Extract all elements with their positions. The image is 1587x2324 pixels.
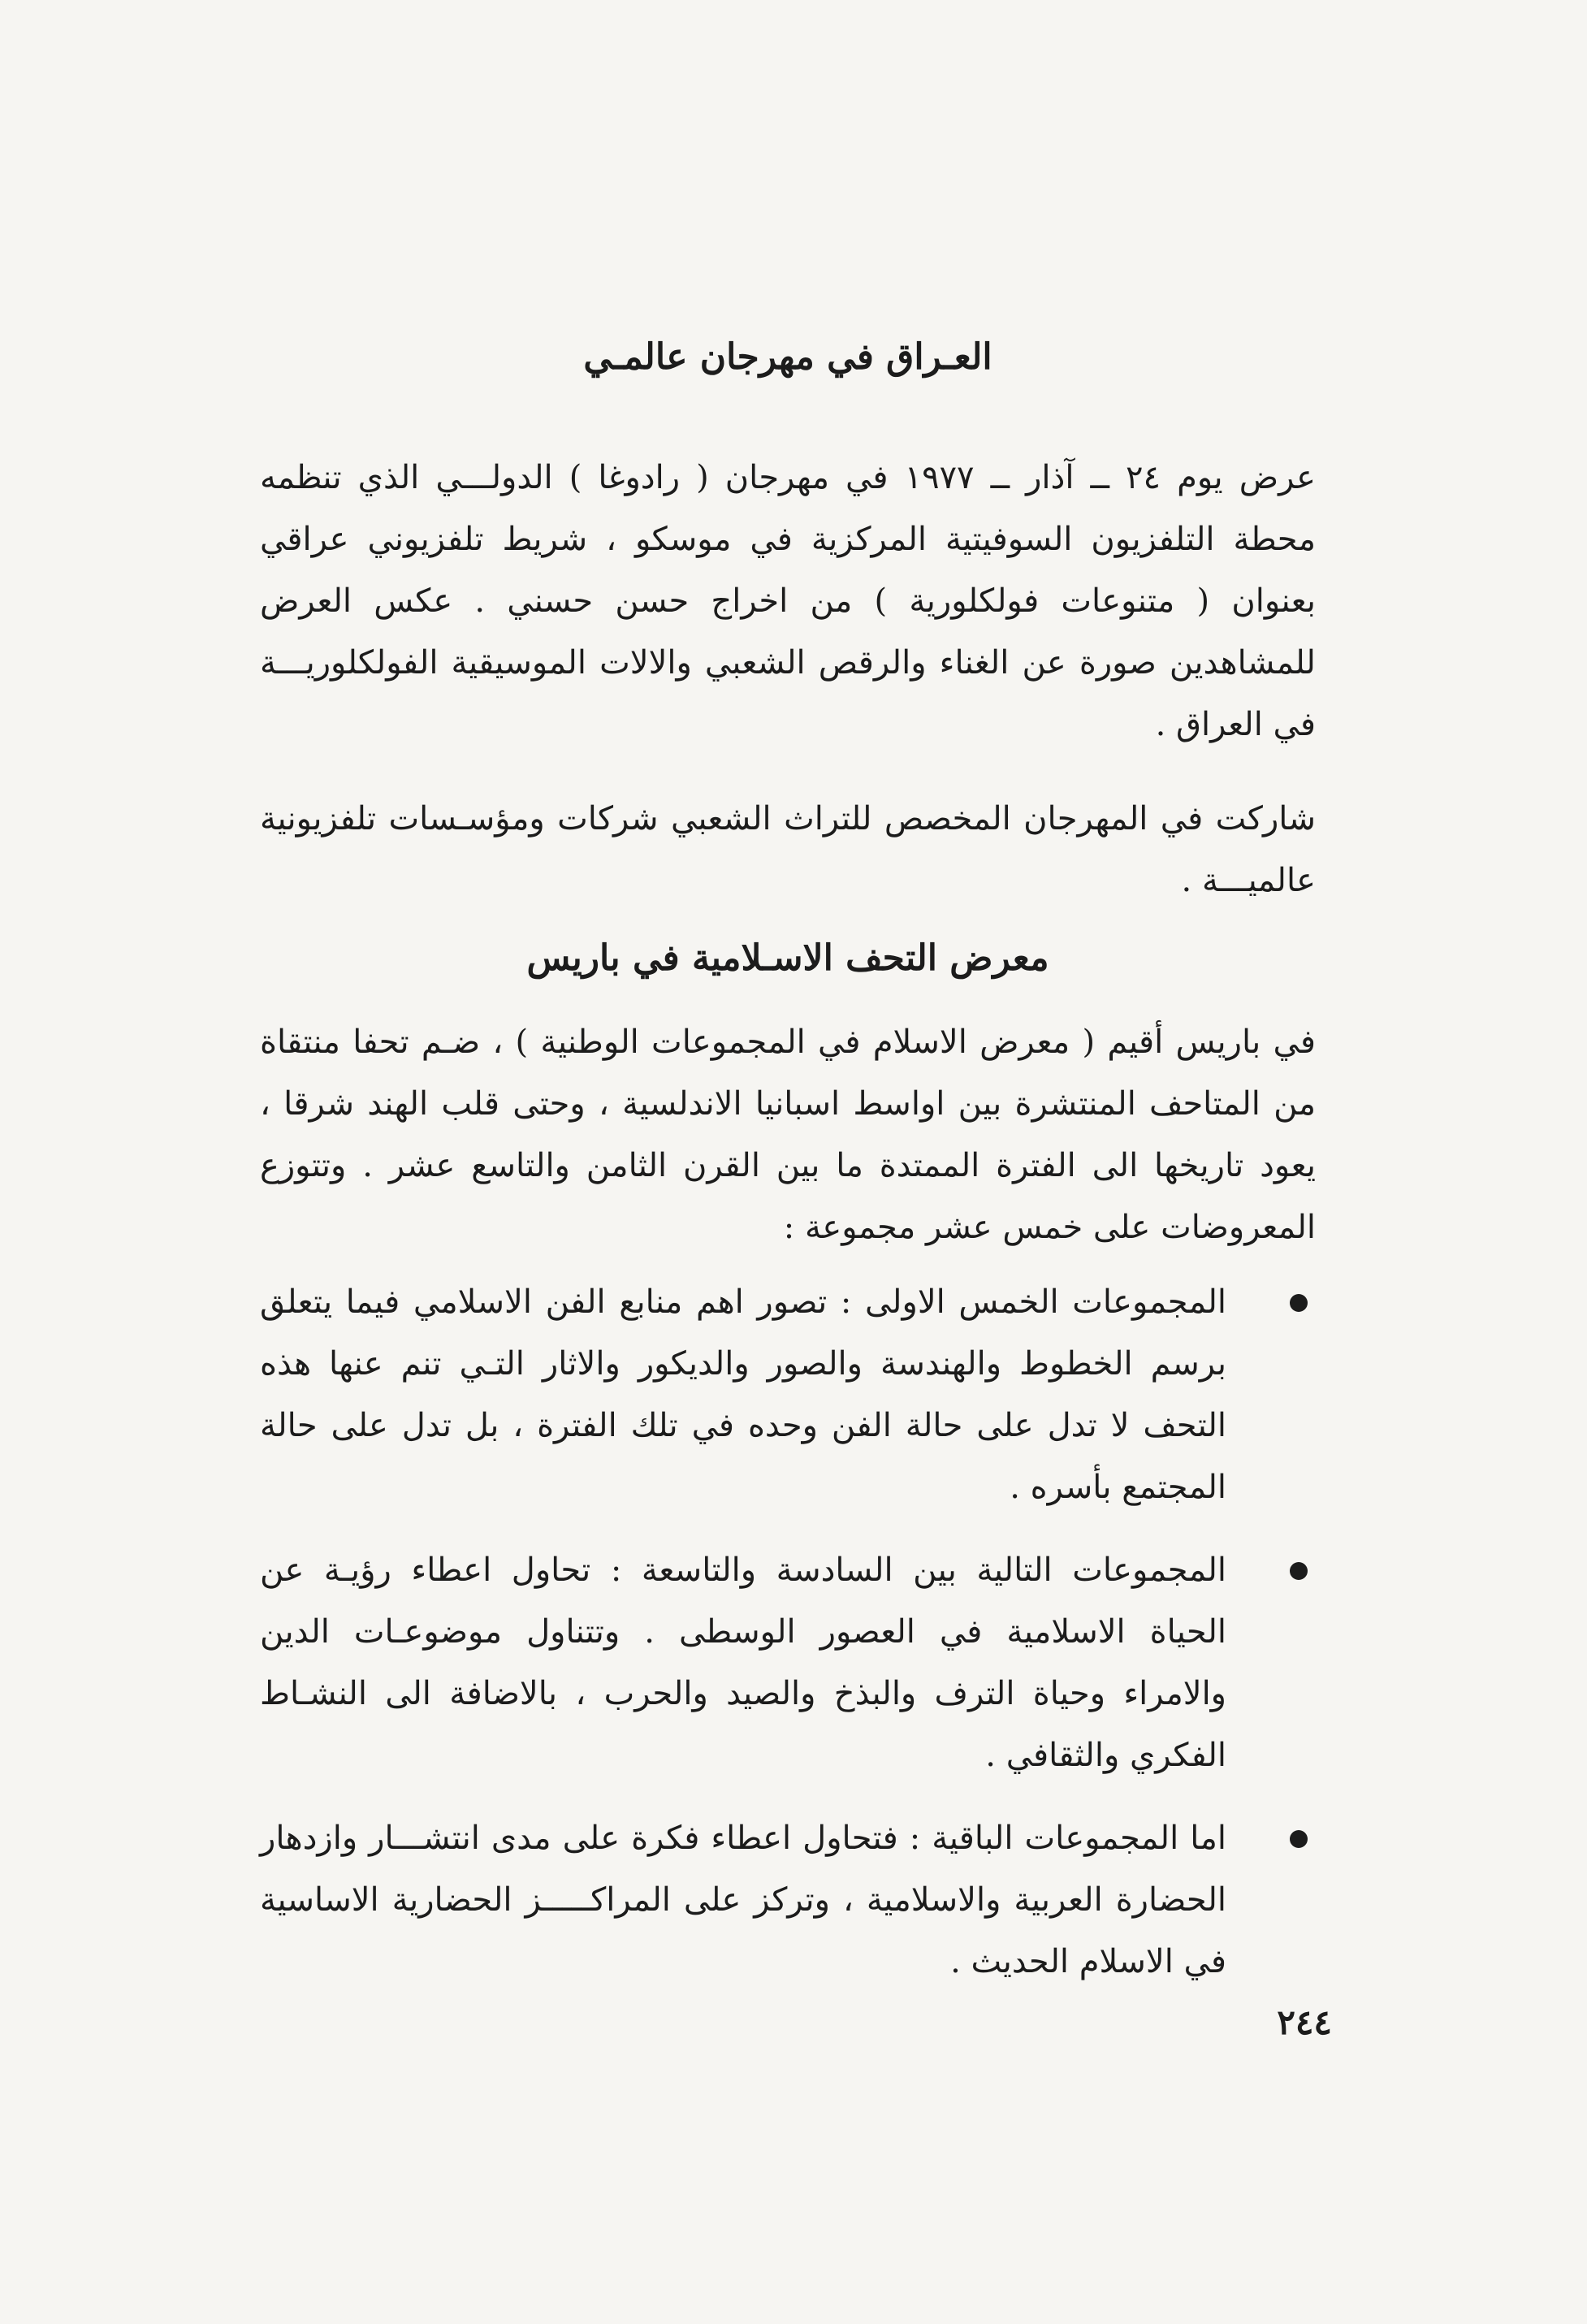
section-paris-exhibition (260, 1011, 1316, 1258)
bullet-icon (1290, 1562, 1308, 1580)
list-item (260, 1807, 1316, 1993)
page-number: ٢٤٤ (1277, 2002, 1332, 2042)
list-item (260, 1539, 1316, 1786)
section-title-iraq-festival: العـراق في مهرجان عالمـي (583, 336, 992, 378)
list-item-text: اما المجموعات الباقية : فتحاول اعطاء فكرة على مدى انتشـــار وازدهار الحضارة العربية والاسلامية ، وتركز على المراكـــــز الحضارية الاساسية في الاسلام الحديث . (260, 1820, 1226, 1980)
section-iraq-festival (260, 447, 1316, 911)
bullet-icon (1290, 1294, 1308, 1312)
list-item-text: المجموعات الخمس الاولى : تصور اهم منابع الفن الاسلامي فيما يتعلق برسم الخطوط والهندسة والصور والديكور والاثار التـي تنم عنها هذه التحف لا تدل على حالة الفن وحده في تلك الفترة ، بل تدل على حالة المجتمع بأسره . (260, 1283, 1226, 1506)
section-title-paris-exhibition: معرض التحف الاسـلامية في باريس (526, 937, 1049, 979)
paragraph-festival-participants: شاركت في المهرجان المخصص للتراث الشعبي شركات ومؤسـسات تلفزيونية عالميـــة . (260, 800, 1316, 899)
list-item (260, 1271, 1316, 1518)
list-item-text: المجموعات التالية بين السادسة والتاسعة : تحاول اعطاء رؤيـة عن الحياة الاسلامية في العصور الوسطى . وتتناول موضوعـات الدين والامراء وحياة الترف والبذخ والصيد والحرب ، بالاضافة الى النشـاط الفكري والثقافي . (260, 1551, 1226, 1774)
paragraph-festival-screening: عرض يوم ٢٤ ــ آذار ــ ١٩٧٧ في مهرجان ( رادوغا ) الدولـــي الذي تنظمه محطة التلفزيون السوفيتية المركزية في موسكو ، شريط تلفزيوني عراقي بعنوان ( متنوعات فولكلورية ) من اخراج حسن حسني . عكس العرض للمشاهدين صورة عن الغناء والرقص الشعبي والالات الموسيقية الفولكلوريـــة في العراق . (260, 459, 1317, 743)
bullet-icon (1290, 1830, 1308, 1848)
collections-list (260, 1271, 1316, 1993)
paragraph-exhibition-intro: في باريس أقيم ( معرض الاسلام في المجموعات الوطنية ) ، ضـم تحفا منتقاة من المتاحف المنتشرة بين اواسط اسبانيا الاندلسية ، وحتى قلب الهند شرقا ، يعود تاريخها الى الفترة الممتدة ما بين القرن الثامن والتاسع عشر . وتتوزع المعروضات على خمس عشر مجموعة : (260, 1024, 1316, 1246)
